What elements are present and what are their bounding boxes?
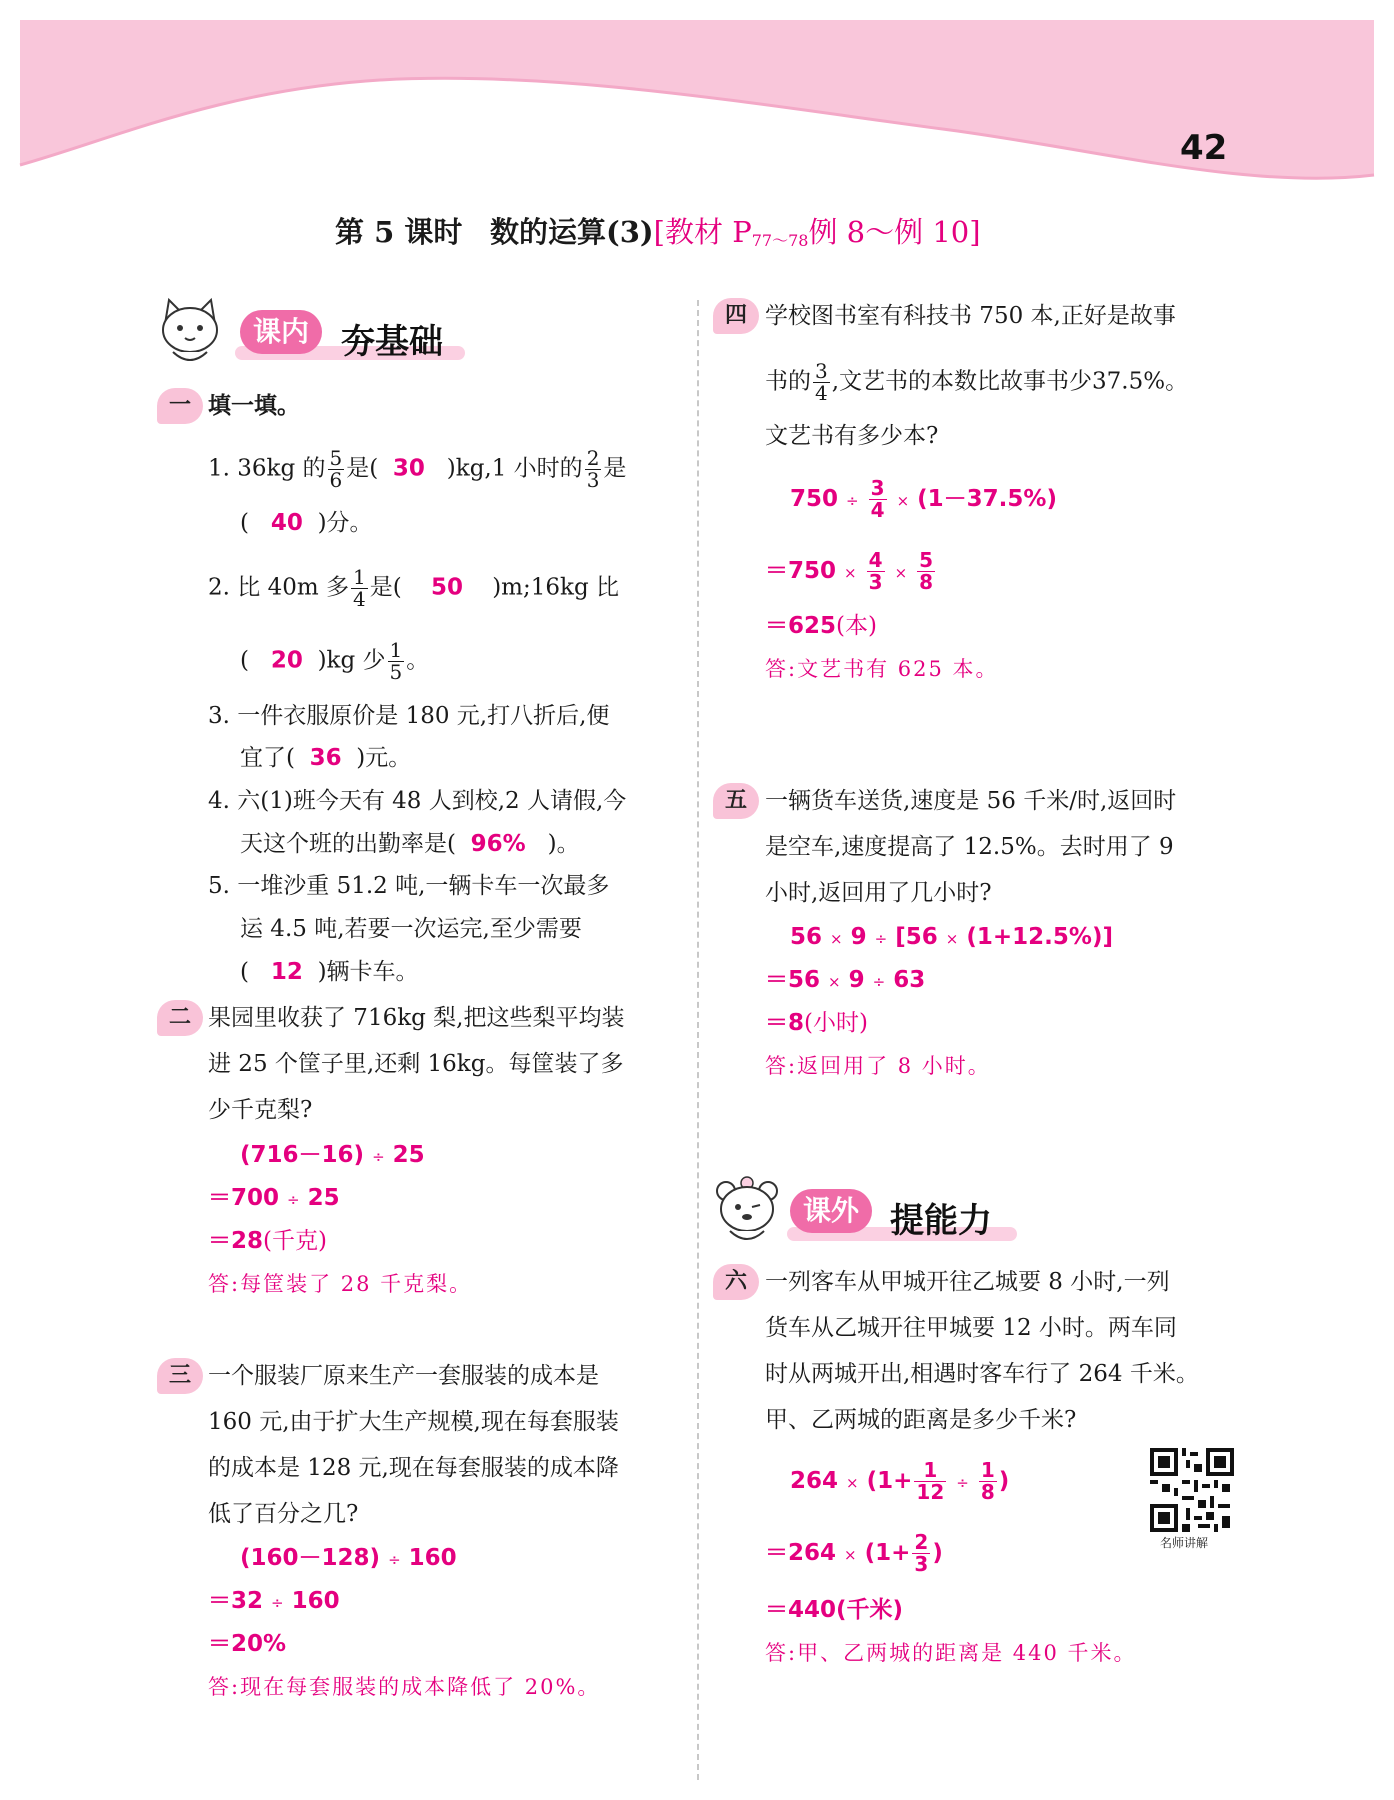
q6-line2: 货车从乙城开往甲城要 12 小时。两车同 [765,1315,1177,1341]
q4-step2: ＝750 × $\frac{4}{3}$ × $\frac{5}{8}$ [765,548,934,594]
topic-label: 数的运算(3) [490,215,654,249]
q1-item2-line1: 2. 比 40m 多 $\frac{1}{4}$ 是( 50 )m;16kg 比 [208,565,619,611]
section-out-pill: 课外 [790,1189,872,1233]
q1-item3-line1: 3. 一件衣服原价是 180 元,打八折后,便 [208,703,610,729]
q6-line1: 一列客车从甲城开往乙城要 8 小时,一列 [765,1269,1170,1295]
q1-item1-line2: ( 40 )分。 [240,510,373,536]
qr-code-icon[interactable] [1150,1448,1234,1532]
q5-line1: 一辆货车送货,速度是 56 千米/时,返回时 [765,788,1177,814]
section-in-pill: 课内 [240,310,322,354]
q3-line4: 低了百分之几? [208,1501,359,1527]
q2-badge: 二 [157,1000,203,1036]
q1-item5-line1: 5. 一堆沙重 51.2 吨,一辆卡车一次最多 [208,873,610,899]
q4-line3: 文艺书有多少本? [765,423,939,449]
q1-badge: 一 [157,388,203,424]
q4-line2: 书的 $\frac{3}{4}$ ,文艺书的本数比故事书少37.5%。 [765,359,1189,405]
q1-answer-4: 20 [270,647,303,674]
header-banner [0,0,1394,200]
q4-step1: 750 ÷ $\frac{3}{4}$ × (1－37.5%) [790,476,1057,522]
q2-answer: 答:每筐装了 28 千克梨。 [208,1272,473,1296]
q6-step1: 264 × (1+ $\frac{1}{12}$ ÷ $\frac{1}{8}$ ) [790,1458,1010,1504]
section-out-header [712,1175,1032,1255]
bear-mascot-icon [712,1175,782,1247]
q2-line2: 进 25 个筐子里,还剩 16kg。每筐装了多 [208,1051,624,1077]
q1-answer-6: 96% [470,831,526,857]
q3-step1: (160－128) ÷ 160 [240,1545,457,1571]
q2-step1: (716－16) ÷ 25 [240,1142,425,1168]
q1-item3-line2: 宜了( 36 )元。 [240,745,412,771]
cat-mascot-icon [155,296,225,368]
q6-badge: 六 [713,1264,759,1300]
q3-answer: 答:现在每套服装的成本降低了 20%。 [208,1675,601,1699]
q6-line3: 时从两城开出,相遇时客车行了 264 千米。 [765,1361,1199,1387]
q1-item4-line1: 4. 六(1)班今天有 48 人到校,2 人请假,今 [208,788,627,814]
q4-step3: ＝625(本) [765,613,877,639]
q1-answer-7: 12 [270,959,303,985]
q1-item2-line2: ( 20 )kg 少 $\frac{1}{5}$ 。 [240,638,430,684]
q1-answer-5: 36 [309,745,342,771]
q1-item5-line3: ( 12 )辆卡车。 [240,959,419,985]
q3-step2: ＝32 ÷ 160 [208,1588,340,1614]
q2-line1: 果园里收获了 716kg 梨,把这些梨平均装 [208,1005,625,1031]
q6-line4: 甲、乙两城的距离是多少千米? [765,1407,1077,1433]
q1-item5-line2: 运 4.5 吨,若要一次运完,至少需要 [240,916,582,942]
page-number: 42 [1180,128,1228,168]
q5-badge: 五 [713,783,759,819]
lesson-label: 第 5 课时 [335,215,463,249]
q5-line3: 小时,返回用了几小时? [765,880,992,906]
q1-answer-3: 50 [430,574,463,601]
qr-caption: 名师讲解 [1160,1536,1209,1550]
q1-heading: 填一填。 [208,393,300,419]
q3-line2: 160 元,由于扩大生产规模,现在每套服装 [208,1409,619,1435]
page-title [335,210,981,251]
q3-line1: 一个服装厂原来生产一套服装的成本是 [208,1363,599,1389]
column-divider [697,300,699,1780]
q6-step3: ＝440(千米) [765,1597,904,1623]
q2-step2: ＝700 ÷ 25 [208,1185,340,1211]
q3-line3: 的成本是 128 元,现在每套服装的成本降 [208,1455,619,1481]
q3-step3: ＝20% [208,1631,287,1657]
section-in-header [155,296,475,376]
q3-badge: 三 [157,1358,203,1394]
q5-step3: ＝8(小时) [765,1010,868,1036]
q1-answer-1: 30 [392,455,425,482]
q5-line2: 是空车,速度提高了 12.5%。去时用了 9 [765,834,1174,860]
section-in-title: 夯基础 [341,322,443,362]
q5-step1: 56 × 9 ÷ [56 × (1+12.5%)] [790,924,1113,950]
q5-step2: ＝56 × 9 ÷ 63 [765,967,926,993]
textbook-ref: [教材 $P_{77\sim 78}$例 8～例 10] [653,215,981,250]
q6-step2: ＝264 × (1+ $\frac{2}{3}$ ) [765,1530,943,1576]
q4-badge: 四 [713,298,759,334]
section-out-title: 提能力 [890,1201,992,1241]
q1-item4-line2: 天这个班的出勤率是( 96% )。 [240,831,580,857]
q2-step3: ＝28(千克) [208,1228,327,1254]
q1-answer-2: 40 [270,510,303,536]
q1-item1-line1: 1. 36kg 的 $\frac{5}{6}$ 是( 30 )kg,1 小时的 $\frac{2}{3}$ 是 [208,446,627,492]
q6-answer: 答:甲、乙两城的距离是 440 千米。 [765,1641,1137,1665]
q5-answer: 答:返回用了 8 小时。 [765,1054,991,1078]
q2-line3: 少千克梨? [208,1097,313,1123]
q4-line1: 学校图书室有科技书 750 本,正好是故事 [765,303,1176,329]
q4-answer: 答:文艺书有 625 本。 [765,657,999,681]
